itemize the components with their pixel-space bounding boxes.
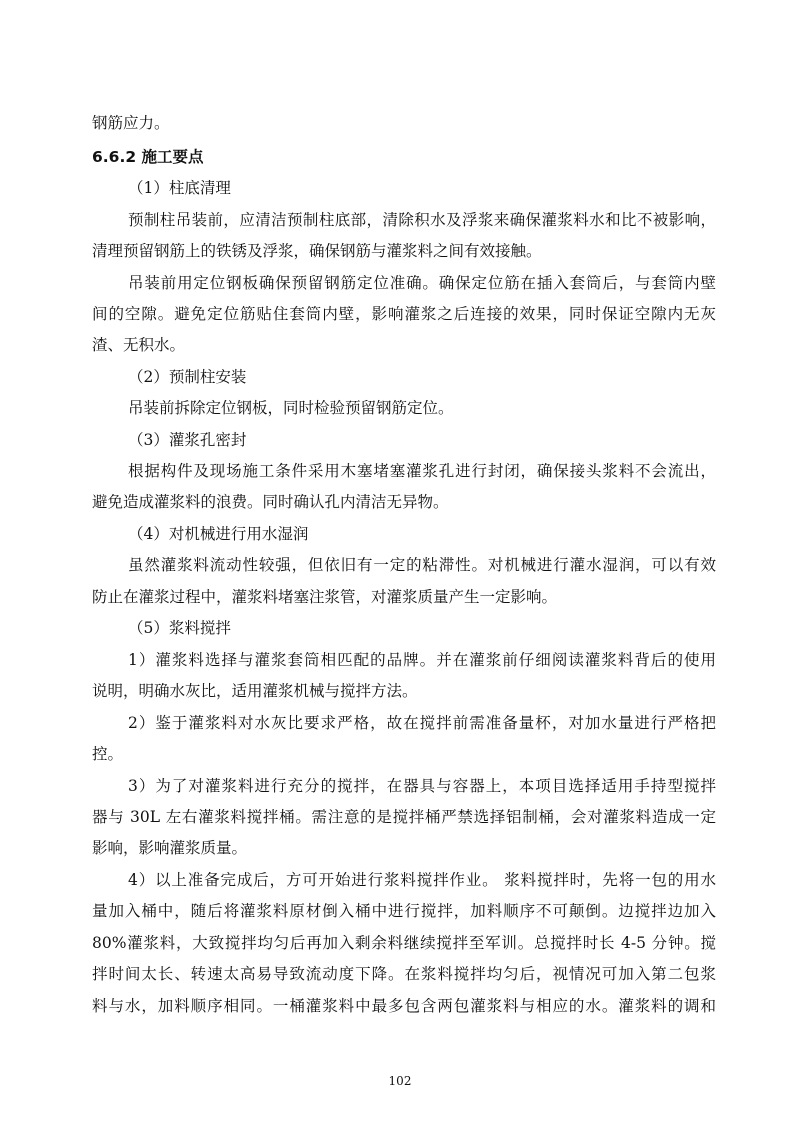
text-line: 吊装前拆除定位钢板，同时检验预留钢筋定位。 bbox=[128, 399, 454, 417]
text-line: 量加入桶中，随后将灌浆料原材倒入桶中进行搅拌，加料顺序不可颠倒。边搅拌边加入 bbox=[92, 902, 716, 920]
item-heading-5: （5）浆料搅拌 bbox=[128, 619, 231, 637]
page-number: 102 bbox=[388, 1074, 412, 1088]
text-line: 虽然灌浆料流动性较强，但依旧有一定的粘滞性。对机械进行灌水湿润，可以有效 bbox=[128, 556, 716, 574]
text-line: 拌时间太长、转速太高易导致流动度下降。在浆料搅拌均匀后，视情况可加入第二包浆 bbox=[92, 965, 716, 983]
text-line: 渣、无积水。 bbox=[92, 336, 186, 354]
text-line: 4）以上准备完成后，方可开始进行浆料搅拌作业。 浆料搅拌时，先将一包的用水 bbox=[128, 871, 716, 889]
text-line: 料与水，加料顺序相同。一桶灌浆料中最多包含两包灌浆料与相应的水。灌浆料的调和 bbox=[92, 997, 716, 1015]
text-line: 清理预留钢筋上的铁锈及浮浆，确保钢筋与灌浆料之间有效接触。 bbox=[92, 242, 542, 260]
text-line: 吊装前用定位钢板确保预留钢筋定位准确。确保定位筋在插入套筒后，与套筒内壁 bbox=[128, 274, 716, 292]
text-line: 3）为了对灌浆料进行充分的搅拌，在器具与容器上，本项目选择适用手持型搅拌 bbox=[128, 777, 716, 795]
section-heading: 6.6.2 施工要点 bbox=[92, 148, 204, 166]
text-line: 根据构件及现场施工条件采用木塞堵塞灌浆孔进行封闭，确保接头浆料不会流出， bbox=[128, 462, 716, 480]
item-heading-2: （2）预制柱安装 bbox=[128, 368, 247, 386]
item-heading-4: （4）对机械进行用水湿润 bbox=[128, 525, 309, 543]
text-line: 预制柱吊装前，应清洁预制柱底部，清除积水及浮浆来确保灌浆料水和比不被影响， bbox=[128, 211, 716, 229]
text-line: 防止在灌浆过程中，灌浆料堵塞注浆管，对灌浆质量产生一定影响。 bbox=[92, 588, 558, 606]
text-line: 1）灌浆料选择与灌浆套筒相匹配的品牌。并在灌浆前仔细阅读灌浆料背后的使用 bbox=[128, 651, 716, 669]
text-line: 间的空隙。避免定位筋贴住套筒内壁，影响灌浆之后连接的效果，同时保证空隙内无灰 bbox=[92, 305, 716, 323]
paragraph-fragment: 钢筋应力。 bbox=[92, 114, 170, 132]
item-heading-1: （1）柱底清理 bbox=[128, 179, 231, 197]
text-line: 影响，影响灌浆质量。 bbox=[92, 839, 248, 857]
text-line: 80%灌浆料，大致搅拌均匀后再加入剩余料继续搅拌至军训。总搅拌时长 4-5 分钟。搅 bbox=[92, 934, 716, 952]
text-line: 2）鉴于灌浆料对水灰比要求严格，故在搅拌前需准备量杯，对加水量进行严格把 bbox=[128, 714, 716, 732]
item-heading-3: （3）灌浆孔密封 bbox=[128, 431, 247, 449]
text-line: 控。 bbox=[92, 745, 124, 763]
text-line: 说明，明确水灰比，适用灌浆机械与搅拌方法。 bbox=[92, 682, 418, 700]
text-line: 器与 30L 左右灌浆料搅拌桶。需注意的是搅拌桶严禁选择铝制桶，会对灌浆料造成一定 bbox=[92, 808, 716, 826]
text-line: 避免造成灌浆料的浪费。同时确认孔内清洁无异物。 bbox=[92, 493, 449, 511]
